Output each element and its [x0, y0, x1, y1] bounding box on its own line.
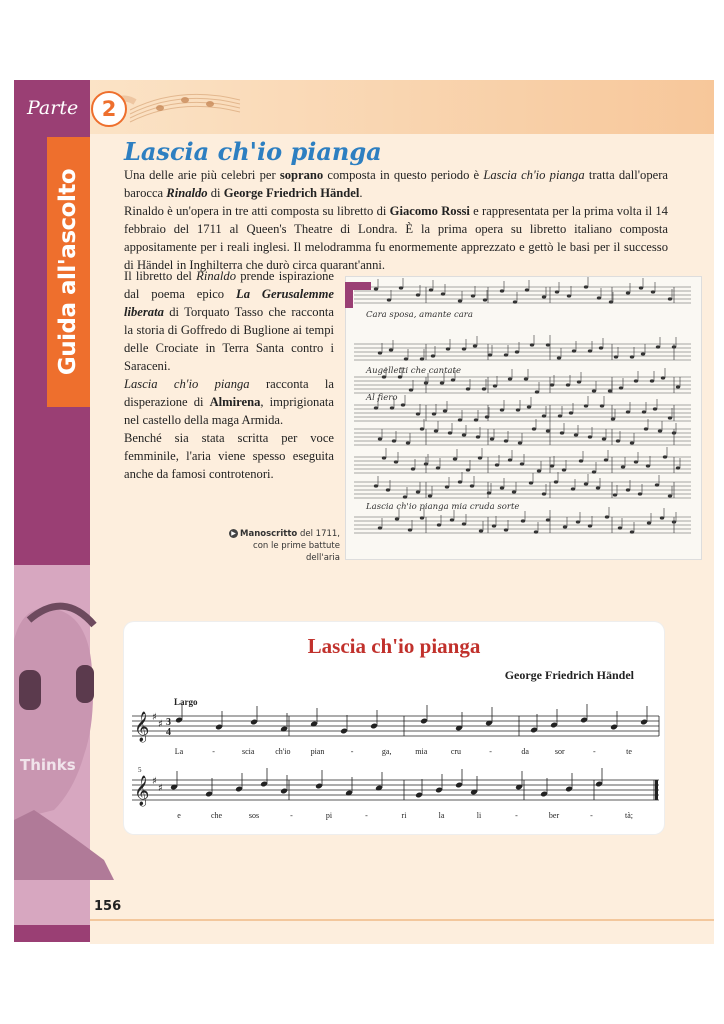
manuscript-note	[392, 439, 396, 442]
manuscript-staff	[354, 419, 691, 445]
manuscript-note	[493, 384, 497, 387]
lyric-syllable: scia	[242, 747, 255, 756]
manuscript-note	[596, 486, 600, 489]
manuscript-note	[411, 467, 415, 470]
manuscript-note	[642, 410, 646, 413]
lyric-syllable: ch'io	[275, 747, 291, 756]
manuscript-note	[420, 357, 424, 360]
manuscript-note	[374, 287, 378, 290]
lyric-syllable: La	[174, 747, 184, 756]
manuscript-note	[479, 529, 483, 532]
manuscript-note	[490, 437, 494, 440]
manuscript-note	[616, 439, 620, 442]
manuscript-note	[602, 437, 606, 440]
parte-number-badge: 2	[91, 91, 127, 127]
manuscript-note	[638, 492, 642, 495]
thinks-logo: Thinks	[20, 756, 76, 774]
sharp-icon: ♯	[152, 712, 157, 723]
manuscript-note	[508, 458, 512, 461]
manuscript-note	[482, 387, 486, 390]
manuscript-text: Augelletti che cantate	[366, 366, 462, 376]
manuscript-note	[626, 291, 630, 294]
lyric-syllable: ber	[548, 811, 560, 820]
manuscript-note	[488, 353, 492, 356]
manuscript-note	[651, 290, 655, 293]
manuscript-note	[473, 344, 477, 347]
manuscript-note	[630, 355, 634, 358]
manuscript-note	[621, 465, 625, 468]
top-banner	[90, 80, 714, 134]
manuscript-note	[500, 408, 504, 411]
lyric-syllable: mia	[415, 747, 428, 756]
manuscript-note	[558, 414, 562, 417]
manuscript-note	[378, 526, 382, 529]
lyric-syllable: -	[365, 811, 368, 820]
lyric-syllable: -	[590, 811, 593, 820]
manuscript-note	[390, 406, 394, 409]
manuscript-note	[416, 293, 420, 296]
manuscript-note	[630, 441, 634, 444]
manuscript-note	[555, 290, 559, 293]
manuscript-note	[588, 435, 592, 438]
manuscript-corner-marker	[345, 282, 371, 290]
manuscript-note	[394, 460, 398, 463]
manuscript-note	[420, 427, 424, 430]
manuscript-note	[546, 429, 550, 432]
manuscript-note	[529, 481, 533, 484]
manuscript-note	[535, 390, 539, 393]
manuscript-note	[579, 459, 583, 462]
manuscript-note	[574, 433, 578, 436]
manuscript-note	[604, 458, 608, 461]
manuscript-note	[668, 494, 672, 497]
manuscript-note	[428, 494, 432, 497]
manuscript-note	[508, 377, 512, 380]
paragraph-5: Benché sia stata scritta per voce femminile, l'aria viene spesso eseguita anche da famosi controtenori.	[124, 431, 334, 481]
manuscript-note	[487, 491, 491, 494]
manuscript-note	[500, 289, 504, 292]
lyric-syllable: -	[350, 747, 354, 756]
manuscript-note	[416, 490, 420, 493]
manuscript-note	[485, 415, 489, 418]
manuscript-note	[597, 296, 601, 299]
manuscript-note	[504, 439, 508, 442]
manuscript-staff	[354, 335, 691, 361]
manuscript-note	[478, 456, 482, 459]
sharp-icon: ♯	[158, 719, 163, 730]
manuscript-note	[443, 409, 447, 412]
paragraph-1: Una delle arie più celebri per soprano composta in questo periodo è Lascia ch'io pianga tratta dall'opera barocca Rinaldo di George Friedrich Händel.	[124, 168, 668, 200]
manuscript-note	[382, 456, 386, 459]
lyric-syllable: cru	[450, 747, 462, 756]
manuscript-note	[646, 464, 650, 467]
manuscript-text: Al fiero	[366, 393, 398, 403]
manuscript-note	[641, 352, 645, 355]
manuscript-note	[584, 482, 588, 485]
manuscript-note	[404, 357, 408, 360]
manuscript-note	[401, 403, 405, 406]
manuscript-note	[611, 417, 615, 420]
manuscript-note	[387, 298, 391, 301]
paragraph-4: Lascia ch'io pianga racconta la disperazione di Almirena, imprigionata nel castello della maga Armida.	[124, 377, 334, 427]
manuscript-note	[639, 286, 643, 289]
manuscript-note	[446, 347, 450, 350]
lyric-syllable: tà;	[625, 811, 633, 820]
manuscript-note	[527, 405, 531, 408]
measure-number: 5	[138, 766, 142, 774]
manuscript-note	[495, 463, 499, 466]
manuscript-note	[374, 484, 378, 487]
manuscript-note	[458, 480, 462, 483]
manuscript-note	[521, 519, 525, 522]
score-staff	[132, 766, 659, 820]
manuscript-note	[647, 521, 651, 524]
lyric-syllable: te	[626, 747, 632, 756]
manuscript-note	[374, 406, 378, 409]
manuscript-staves	[346, 277, 701, 559]
manuscript-note	[470, 484, 474, 487]
lyric-syllable: che	[210, 811, 223, 820]
lyric-syllable: la	[438, 811, 445, 820]
manuscript-note	[644, 427, 648, 430]
manuscript-note	[378, 351, 382, 354]
manuscript-note	[466, 468, 470, 471]
manuscript-staff	[354, 277, 691, 304]
manuscript-note	[453, 457, 457, 460]
manuscript-note	[605, 515, 609, 518]
manuscript-note	[614, 355, 618, 358]
manuscript-note	[462, 347, 466, 350]
manuscript-note	[613, 493, 617, 496]
lyric-syllable: pi	[325, 811, 333, 820]
manuscript-note	[584, 285, 588, 288]
lyric-syllable: -	[212, 747, 215, 756]
footer-strip	[90, 919, 714, 921]
lyric-syllable: da	[521, 747, 529, 756]
manuscript-note	[462, 433, 466, 436]
manuscript-note	[524, 377, 528, 380]
lyric-syllable: -	[290, 811, 293, 820]
manuscript-note	[599, 346, 603, 349]
manuscript-note	[584, 404, 588, 407]
article-left-column	[124, 267, 334, 483]
manuscript-note	[542, 492, 546, 495]
manuscript-note	[451, 378, 455, 381]
manuscript-note	[650, 379, 654, 382]
manuscript-note	[458, 418, 462, 421]
paragraph-2: Rinaldo è un'opera in tre atti composta su libretto di Giacomo Rossi e rappresentata per la prima volta il 14 febbraio del 1711 al Queen's Theatre di Londra. È la prima opera su libretto italiano composta appositamente per i reali inglesi. Il melodramma fu enormemente apprezzato e gettò le basi per il successo di Händel in Inghilterra che durò circa quarant'anni.	[124, 204, 668, 272]
manuscript-note	[534, 530, 538, 533]
manuscript-note	[571, 487, 575, 490]
tempo-marking: Largo	[174, 697, 198, 707]
manuscript-note	[626, 410, 630, 413]
manuscript-staff	[354, 395, 691, 422]
manuscript-note	[626, 488, 630, 491]
lyric-syllable: sor	[554, 747, 565, 756]
manuscript-note	[661, 376, 665, 379]
sharp-icon: ♯	[152, 776, 157, 787]
manuscript-note	[406, 441, 410, 444]
manuscript-note	[562, 468, 566, 471]
lyric-syllable: ri	[401, 811, 407, 820]
manuscript-note	[592, 470, 596, 473]
manuscript-note	[577, 380, 581, 383]
time-signature: 4	[166, 727, 171, 738]
manuscript-note	[634, 379, 638, 382]
manuscript-note	[462, 522, 466, 525]
manuscript-text: Lascia ch'io pianga mia cruda sorte	[366, 502, 520, 512]
manuscript-note	[532, 427, 536, 430]
parte-label: Parte	[27, 97, 79, 119]
manuscript-note	[542, 295, 546, 298]
score-title: Lascia ch'io pianga	[307, 634, 481, 658]
manuscript-note	[609, 300, 613, 303]
article-title: Lascia ch'io pianga	[124, 137, 382, 166]
manuscript-note	[483, 298, 487, 301]
manuscript-note	[569, 411, 573, 414]
sharp-icon: ♯	[158, 783, 163, 794]
manuscript-caption: ▶ Manoscritto del 1711, con le prime battute dell'aria	[228, 528, 340, 564]
manuscript-note	[448, 431, 452, 434]
manuscript-note	[504, 353, 508, 356]
manuscript-note	[653, 407, 657, 410]
lyric-syllable: li	[476, 811, 482, 820]
manuscript-text: Cara sposa, amante cara	[366, 310, 473, 320]
treble-clef-icon: 𝄞	[134, 712, 150, 742]
manuscript-image	[345, 276, 702, 560]
manuscript-note	[668, 416, 672, 419]
manuscript-note	[378, 437, 382, 440]
manuscript-staff	[354, 472, 691, 499]
manuscript-note	[432, 412, 436, 415]
manuscript-note	[512, 490, 516, 493]
manuscript-note	[429, 288, 433, 291]
manuscript-note	[500, 486, 504, 489]
manuscript-note	[476, 435, 480, 438]
headphones-boy-illustration	[14, 580, 114, 880]
manuscript-note	[546, 343, 550, 346]
time-signature: 3	[166, 717, 171, 728]
manuscript-note	[409, 388, 413, 391]
manuscript-note	[515, 350, 519, 353]
manuscript-note	[542, 414, 546, 417]
manuscript-note	[466, 387, 470, 390]
manuscript-note	[668, 297, 672, 300]
manuscript-note	[420, 516, 424, 519]
score-card	[124, 622, 664, 834]
score-staff	[132, 704, 659, 756]
manuscript-note	[557, 356, 561, 359]
manuscript-note	[530, 343, 534, 346]
manuscript-note	[663, 455, 667, 458]
manuscript-note	[676, 466, 680, 469]
manuscript-note	[458, 299, 462, 302]
manuscript-note	[416, 412, 420, 415]
manuscript-note	[563, 525, 567, 528]
manuscript-note	[656, 345, 660, 348]
manuscript-note	[550, 464, 554, 467]
manuscript-note	[634, 460, 638, 463]
manuscript-note	[537, 469, 541, 472]
manuscript-note	[588, 349, 592, 352]
manuscript-note	[450, 518, 454, 521]
manuscript-note	[618, 526, 622, 529]
manuscript-note	[408, 528, 412, 531]
manuscript-note	[608, 389, 612, 392]
manuscript-note	[389, 348, 393, 351]
manuscript-note	[676, 385, 680, 388]
lyric-syllable: sos	[248, 811, 260, 820]
manuscript-note	[386, 488, 390, 491]
manuscript-note	[600, 404, 604, 407]
manuscript-note	[520, 462, 524, 465]
manuscript-note	[474, 418, 478, 421]
manuscript-note	[572, 349, 576, 352]
manuscript-note	[658, 429, 662, 432]
manuscript-note	[592, 389, 596, 392]
section-vertical-title: Guida all'ascolto	[55, 168, 81, 376]
lyric-syllable: pian	[310, 747, 325, 756]
manuscript-note	[566, 383, 570, 386]
lyric-syllable: e	[177, 811, 181, 820]
paragraph-3: Il libretto del Rinaldo prende ispirazione dal poema epico La Gerusalemme liberata di Torquato Tasso che racconta la storia di Goffredo di Buglione ai tempi delle Crociate in Terra Santa contro i Saraceni.	[124, 269, 334, 373]
manuscript-note	[434, 429, 438, 432]
manuscript-note	[550, 383, 554, 386]
manuscript-note	[619, 386, 623, 389]
manuscript-note	[395, 517, 399, 520]
score-composer: George Friedrich Händel	[504, 668, 634, 682]
play-icon: ▶	[229, 529, 238, 538]
manuscript-note	[513, 300, 517, 303]
music-notes-decoration	[90, 80, 714, 134]
manuscript-note	[655, 483, 659, 486]
manuscript-note	[403, 495, 407, 498]
lyric-syllable: -	[489, 747, 492, 756]
lyric-syllable: -	[593, 747, 596, 756]
headphones-icon	[76, 665, 94, 703]
page-number: 156	[94, 899, 122, 914]
manuscript-note	[436, 466, 440, 469]
manuscript-note	[504, 528, 508, 531]
manuscript-note	[660, 516, 664, 519]
manuscript-note	[588, 524, 592, 527]
manuscript-note	[516, 408, 520, 411]
manuscript-staff	[354, 447, 691, 474]
manuscript-note	[492, 524, 496, 527]
manuscript-note	[440, 381, 444, 384]
manuscript-note	[399, 286, 403, 289]
article-intro	[124, 166, 668, 274]
manuscript-note	[441, 292, 445, 295]
manuscript-note	[471, 294, 475, 297]
manuscript-note	[546, 518, 550, 521]
manuscript-note	[630, 530, 634, 533]
final-barline	[655, 780, 658, 800]
manuscript-note	[518, 441, 522, 444]
manuscript-note	[437, 523, 441, 526]
manuscript-note	[576, 520, 580, 523]
manuscript-note	[525, 288, 529, 291]
manuscript-note	[445, 485, 449, 488]
manuscript-note	[431, 354, 435, 357]
score-notation	[124, 622, 664, 834]
manuscript-note	[560, 431, 564, 434]
lyric-syllable: -	[515, 811, 518, 820]
lyric-syllable: ga,	[381, 747, 392, 756]
treble-clef-icon: 𝄞	[134, 776, 150, 806]
manuscript-note	[554, 480, 558, 483]
manuscript-note	[567, 294, 571, 297]
